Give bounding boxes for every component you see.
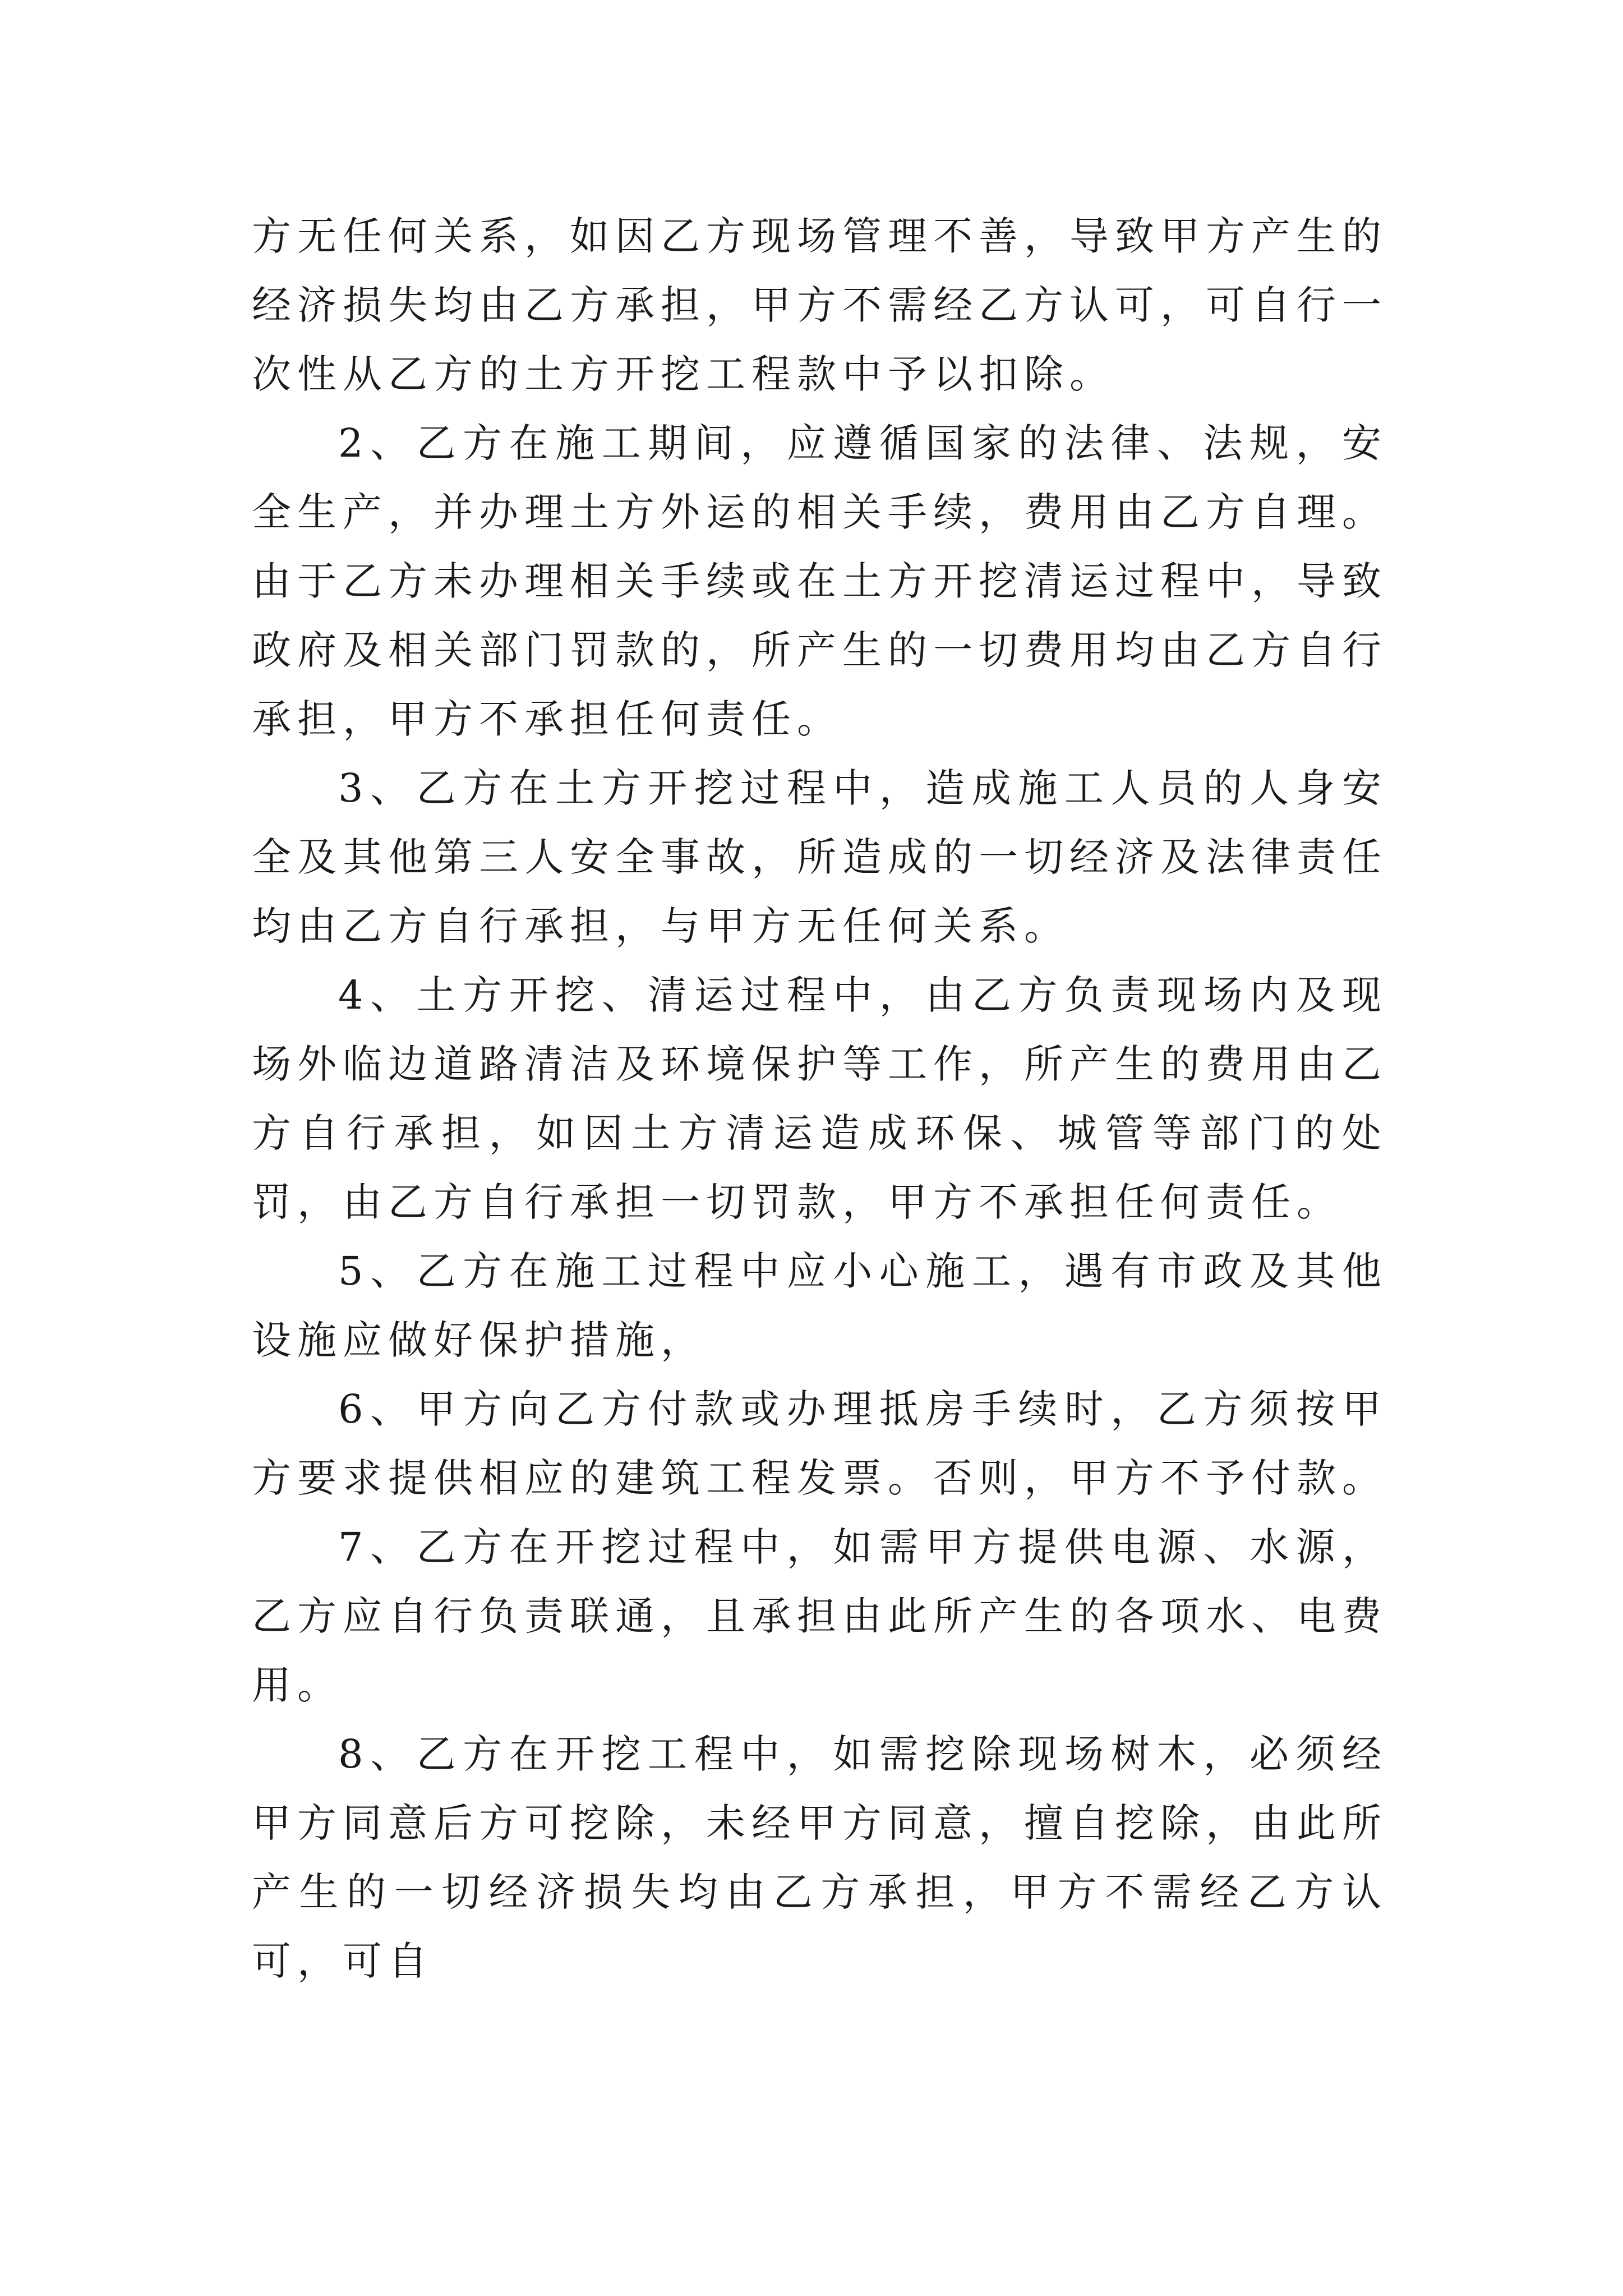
clause-4: 4、土方开挖、清运过程中，由乙方负责现场内及现场外临边道路清洁及环境保护等工作，所产生的费用由乙方自行承担，如因土方清运造成环保、城管等部门的处罚，由乙方自行承担一切罚款，甲方不承担任何责任。 — [252, 972, 1387, 1225]
clause-6: 6、甲方向乙方付款或办理抵房手续时，乙方须按甲方要求提供相应的建筑工程发票。否则，甲方不予付款。 — [252, 1386, 1387, 1501]
clause-8: 8、乙方在开挖工程中，如需挖除现场树木，必须经甲方同意后方可挖除，未经甲方同意，擅自挖除，由此所产生的一切经济损失均由乙方承担，甲方不需经乙方认可，可自 — [252, 1731, 1387, 1984]
paragraph-continuation: 方无任何关系，如因乙方现场管理不善，导致甲方产生的经济损失均由乙方承担，甲方不需经乙方认可，可自行一次性从乙方的土方开挖工程款中予以扣除。 — [252, 213, 1387, 397]
clause-7: 7、乙方在开挖过程中，如需甲方提供电源、水源，乙方应自行负责联通，且承担由此所产生的各项水、电费用。 — [252, 1524, 1387, 1708]
clause-2: 2、乙方在施工期间，应遵循国家的法律、法规，安全生产，并办理土方外运的相关手续，费用由乙方自理。由于乙方未办理相关手续或在土方开挖清运过程中，导致政府及相关部门罚款的，所产生的一切费用均由乙方自行承担，甲方不承担任何责任。 — [252, 420, 1387, 742]
document-body — [252, 202, 1387, 1996]
clause-3: 3、乙方在土方开挖过程中，造成施工人员的人身安全及其他第三人安全事故，所造成的一切经济及法律责任均由乙方自行承担，与甲方无任何关系。 — [252, 765, 1387, 949]
clause-5: 5、乙方在施工过程中应小心施工，遇有市政及其他设施应做好保护措施， — [252, 1248, 1387, 1363]
